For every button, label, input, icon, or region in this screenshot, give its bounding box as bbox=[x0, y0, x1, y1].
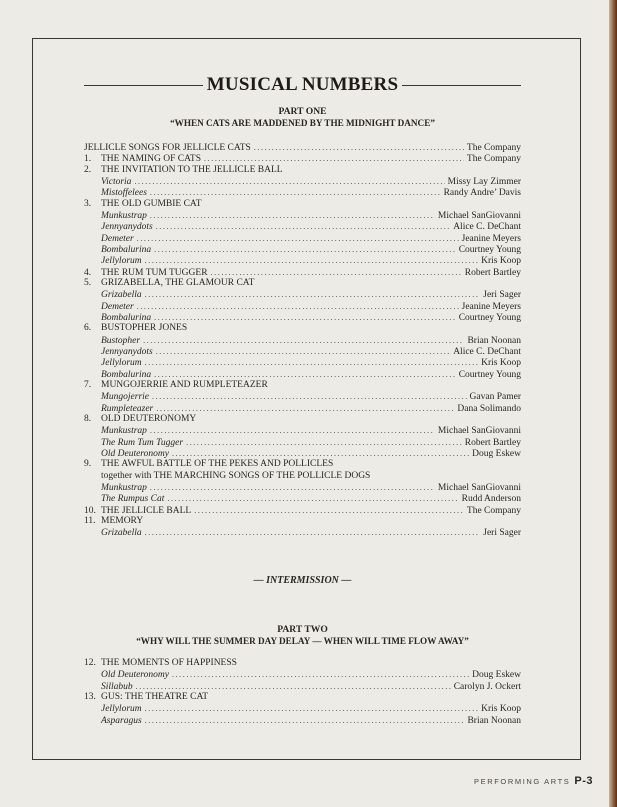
performer-name: The Company bbox=[466, 143, 521, 153]
role-name: Grizabella bbox=[101, 290, 142, 301]
role-row bbox=[84, 301, 521, 312]
intermission-label: — INTERMISSION — bbox=[253, 575, 352, 586]
song-title: together with THE MARCHING SONGS OF THE POLLICLE DOGS bbox=[101, 470, 371, 481]
performer-name: Rudd Anderson bbox=[461, 494, 521, 505]
role-row bbox=[84, 255, 521, 266]
role-row bbox=[84, 437, 521, 448]
role-name: Munkustrap bbox=[101, 482, 147, 493]
song-number: 12. bbox=[84, 658, 96, 668]
performer-name: Courtney Young bbox=[458, 312, 521, 323]
performer-name: Brian Noonan bbox=[467, 335, 521, 346]
role-name: The Rum Tum Tugger bbox=[101, 437, 184, 448]
song-number: 8. bbox=[84, 413, 92, 424]
title-row bbox=[84, 74, 521, 96]
role-name: Sillabub bbox=[101, 681, 133, 692]
role-name: Old Deuteronomy bbox=[101, 448, 169, 459]
performer-name: Courtney Young bbox=[458, 244, 521, 255]
dot-leader bbox=[254, 142, 464, 153]
role-row bbox=[84, 715, 521, 726]
song-row bbox=[84, 153, 521, 164]
dot-leader bbox=[150, 210, 435, 221]
role-row bbox=[84, 289, 521, 300]
song-title: THE AWFUL BATTLE OF THE PEKES AND POLLICLES bbox=[101, 459, 334, 470]
song-number: 11. bbox=[84, 515, 96, 526]
role-row bbox=[84, 527, 521, 538]
role-row bbox=[84, 391, 521, 402]
performer-name: The Company bbox=[466, 505, 521, 516]
performer-name: Alice C. DeChant bbox=[453, 346, 521, 357]
performer-name: Doug Eskew bbox=[472, 670, 521, 681]
role-row bbox=[84, 448, 521, 459]
role-row bbox=[84, 403, 521, 414]
role-name: Victoria bbox=[101, 176, 132, 187]
dot-leader bbox=[145, 527, 481, 538]
song-number: 4. bbox=[84, 267, 92, 278]
song-title: THE RUM TUM TUGGER bbox=[101, 267, 208, 278]
role-row bbox=[84, 703, 521, 714]
dot-leader bbox=[167, 493, 458, 504]
role-name: Bombalurina bbox=[101, 312, 152, 323]
role-name: Bombalurina bbox=[101, 369, 152, 380]
performer-name: The Company bbox=[466, 154, 521, 165]
dot-leader bbox=[137, 301, 459, 312]
page-number: P-3 bbox=[574, 775, 593, 787]
song-row bbox=[84, 414, 521, 425]
page-title: MUSICAL NUMBERS bbox=[206, 74, 399, 95]
dot-leader bbox=[152, 391, 467, 402]
song-title: THE NAMING OF CATS bbox=[101, 154, 202, 165]
song-row bbox=[84, 459, 521, 470]
role-row bbox=[84, 210, 521, 221]
role-row bbox=[84, 233, 521, 244]
role-row bbox=[84, 244, 521, 255]
footer-label: PERFORMING ARTS bbox=[474, 777, 571, 786]
role-name: Rumpleteazer bbox=[101, 403, 154, 414]
performer-name: Brian Noonan bbox=[467, 715, 521, 726]
page-edge-decoration bbox=[609, 0, 617, 807]
song-row bbox=[84, 199, 521, 210]
dot-leader bbox=[150, 482, 435, 493]
dot-leader bbox=[145, 715, 465, 726]
role-row bbox=[84, 187, 521, 198]
role-name: The Rumpus Cat bbox=[101, 494, 165, 505]
performer-name: Michael SanGiovanni bbox=[437, 210, 521, 221]
dot-leader bbox=[156, 403, 454, 414]
performer-name: Jeri Sager bbox=[483, 528, 521, 539]
song-title: BUSTOPHER JONES bbox=[101, 323, 188, 334]
role-row bbox=[84, 357, 521, 368]
dot-leader bbox=[211, 267, 462, 278]
part-two-subtitle: “WHY WILL THE SUMMER DAY DELAY — WHEN WILL TIME FLOW AWAY” bbox=[136, 635, 469, 646]
role-row bbox=[84, 493, 521, 504]
dot-leader bbox=[145, 357, 479, 368]
part-two-header bbox=[84, 624, 521, 647]
performer-name: Doug Eskew bbox=[472, 448, 521, 459]
dot-leader bbox=[145, 255, 479, 266]
role-name: Bombalurina bbox=[101, 244, 152, 255]
performer-name: Carolyn J. Ockert bbox=[453, 681, 521, 692]
performer-name: Robert Bartley bbox=[464, 267, 521, 278]
song-number: 1. bbox=[84, 154, 92, 165]
dot-leader bbox=[150, 425, 435, 436]
performer-name: Kris Koop bbox=[481, 358, 521, 369]
song-row bbox=[84, 323, 521, 334]
song-row bbox=[84, 267, 521, 278]
performer-name: Missy Lay Zimmer bbox=[447, 176, 521, 187]
dot-leader bbox=[204, 153, 464, 164]
dot-leader bbox=[186, 437, 462, 448]
song-title: GRIZABELLA, THE GLAMOUR CAT bbox=[101, 277, 255, 288]
part-two-list bbox=[84, 658, 521, 726]
page-footer bbox=[474, 775, 593, 787]
performer-name: Courtney Young bbox=[458, 369, 521, 380]
dot-leader bbox=[172, 669, 469, 680]
role-name: Jennyanydots bbox=[101, 346, 153, 357]
song-row bbox=[84, 692, 521, 703]
song-number: 7. bbox=[84, 379, 92, 390]
song-title: THE MOMENTS OF HAPPINESS bbox=[101, 658, 237, 668]
performer-name: Kris Koop bbox=[481, 256, 521, 267]
dot-leader bbox=[154, 369, 456, 380]
song-title: THE INVITATION TO THE JELLICLE BALL bbox=[101, 164, 283, 175]
role-row bbox=[84, 425, 521, 436]
song-title: OLD DEUTERONOMY bbox=[101, 413, 197, 424]
part-one-header bbox=[84, 106, 521, 129]
role-row bbox=[84, 369, 521, 380]
dot-leader bbox=[134, 176, 444, 187]
song-number: 10. bbox=[84, 505, 96, 516]
performer-name: Jeri Sager bbox=[483, 290, 521, 301]
song-row bbox=[84, 658, 521, 669]
performer-name: Alice C. DeChant bbox=[453, 222, 521, 233]
role-name: Grizabella bbox=[101, 528, 142, 539]
song-row bbox=[84, 278, 521, 289]
role-name: Old Deuteronomy bbox=[101, 670, 169, 681]
song-row bbox=[84, 165, 521, 176]
title-rule-left bbox=[84, 85, 203, 86]
role-name: Jellylorum bbox=[101, 358, 142, 369]
part-one-subtitle: “WHEN CATS ARE MADDENED BY THE MIDNIGHT DANCE” bbox=[170, 117, 435, 128]
part-one-heading: PART ONE bbox=[278, 106, 327, 117]
role-name: Jennyanydots bbox=[101, 222, 153, 233]
role-row bbox=[84, 176, 521, 187]
performer-name: Dana Solimando bbox=[457, 403, 521, 414]
dot-leader bbox=[154, 244, 456, 255]
song-title: THE OLD GUMBIE CAT bbox=[101, 198, 202, 209]
performer-name: Robert Bartley bbox=[464, 437, 521, 448]
performer-name: Jeanine Meyers bbox=[461, 233, 521, 244]
performer-name: Jeanine Meyers bbox=[461, 301, 521, 312]
song-number: 2. bbox=[84, 164, 92, 175]
song-row bbox=[84, 471, 521, 482]
song-row bbox=[84, 142, 521, 153]
role-name: Munkustrap bbox=[101, 426, 147, 437]
role-name: Mistoffelees bbox=[101, 188, 147, 199]
role-row bbox=[84, 312, 521, 323]
role-name: Jellylorum bbox=[101, 256, 142, 267]
performer-name: Gavan Pamer bbox=[469, 392, 521, 403]
dot-leader bbox=[136, 681, 451, 692]
part-one-list bbox=[84, 142, 521, 538]
role-row bbox=[84, 669, 521, 680]
role-name: Bustopher bbox=[101, 335, 141, 346]
dot-leader bbox=[143, 335, 464, 346]
song-title: MUNGOJERRIE AND RUMPLETEAZER bbox=[101, 379, 268, 390]
song-number: 6. bbox=[84, 323, 92, 334]
song-number: 3. bbox=[84, 198, 92, 209]
song-number: 13. bbox=[84, 691, 96, 702]
dot-leader bbox=[145, 703, 479, 714]
role-row bbox=[84, 221, 521, 232]
dot-leader bbox=[156, 221, 450, 232]
role-row bbox=[84, 335, 521, 346]
role-name: Jellylorum bbox=[101, 704, 142, 715]
role-row bbox=[84, 482, 521, 493]
song-title: GUS: THE THEATRE CAT bbox=[101, 691, 209, 702]
song-row bbox=[84, 505, 521, 516]
role-name: Mungojerrie bbox=[101, 392, 150, 403]
role-name: Demeter bbox=[101, 301, 134, 312]
role-row bbox=[84, 681, 521, 692]
role-row bbox=[84, 346, 521, 357]
song-row bbox=[84, 516, 521, 527]
dot-leader bbox=[172, 448, 469, 459]
performer-name: Michael SanGiovanni bbox=[437, 426, 521, 437]
performer-name: Kris Koop bbox=[481, 704, 521, 715]
dot-leader bbox=[150, 187, 441, 198]
title-rule-right bbox=[402, 85, 521, 86]
song-title: THE JELLICLE BALL bbox=[101, 505, 192, 516]
dot-leader bbox=[154, 312, 456, 323]
dot-leader bbox=[145, 289, 481, 300]
song-title: MEMORY bbox=[101, 515, 144, 526]
dot-leader bbox=[156, 346, 450, 357]
song-number: 5. bbox=[84, 277, 92, 288]
performer-name: Randy Andre’ Davis bbox=[443, 188, 521, 199]
role-name: Demeter bbox=[101, 233, 134, 244]
dot-leader bbox=[137, 233, 459, 244]
part-two-heading: PART TWO bbox=[277, 624, 328, 635]
song-row bbox=[84, 380, 521, 391]
dot-leader bbox=[194, 505, 464, 516]
song-title: JELLICLE SONGS FOR JELLICLE CATS bbox=[84, 143, 251, 153]
performer-name: Michael SanGiovanni bbox=[437, 482, 521, 493]
song-number: 9. bbox=[84, 459, 92, 470]
role-name: Munkustrap bbox=[101, 210, 147, 221]
role-name: Asparagus bbox=[101, 715, 142, 726]
